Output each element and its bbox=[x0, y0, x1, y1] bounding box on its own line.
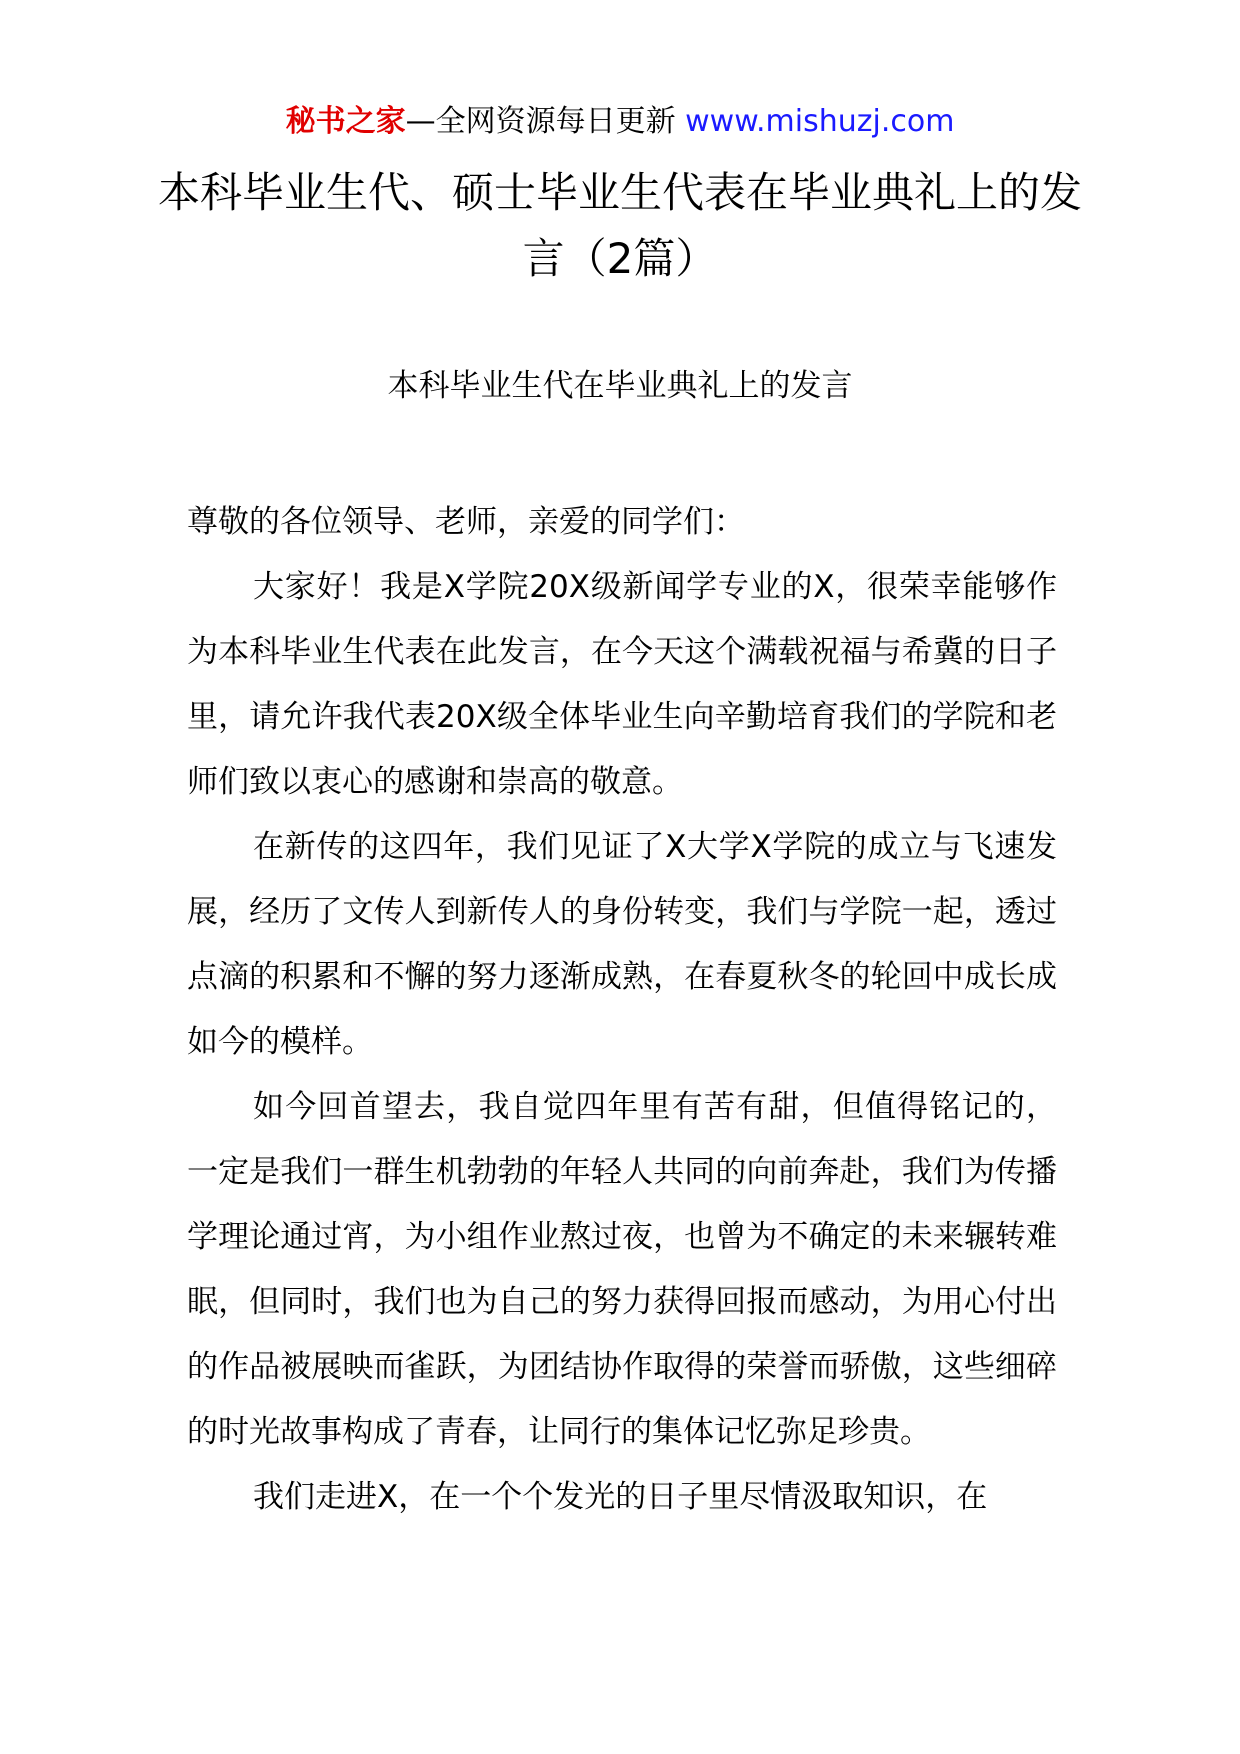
body-paragraph: 如今回首望去，我自觉四年里有苦有甜，但值得铭记的，一定是我们一群生机勃勃的年轻人共同的向前奔赴，我们为传播学理论通过宵，为小组作业熬过夜，也曾为不确定的未来辗转难眠，但同时，我们也为自己的努力获得回报而感动，为用心付出的作品被展映而雀跃，为团结协作取得的荣誉而骄傲，这些细碎的时光故事构成了青春，让同行的集体记忆弥足珍贵。 bbox=[187, 1089, 1057, 1450]
body-paragraph: 在新传的这四年，我们见证了X大学X学院的成立与飞速发展，经历了文传人到新传人的身份转变，我们与学院一起，透过点滴的积累和不懈的努力逐渐成熟，在春夏秋冬的轮回中成长成如今的模样。 bbox=[187, 829, 1057, 1060]
body-paragraph: 大家好！我是X学院20X级新闻学专业的X，很荣幸能够作为本科毕业生代表在此发言，在今天这个满载祝福与希冀的日子里，请允许我代表20X级全体毕业生向辛勤培育我们的学院和老师们致以衷心的感谢和崇高的敬意。 bbox=[187, 569, 1057, 800]
section-title: 本科毕业生代在毕业典礼上的发言 bbox=[387, 368, 853, 404]
document-body bbox=[187, 490, 1057, 1530]
body-paragraph: 我们走进X，在一个个发光的日子里尽情汲取知识，在 bbox=[253, 1479, 988, 1515]
header-tagline: —全网资源每日更新 bbox=[405, 104, 686, 139]
site-header bbox=[0, 100, 1240, 144]
brand-name: 秘书之家 bbox=[285, 104, 406, 139]
site-url-link[interactable]: www.mishuzj.com bbox=[685, 104, 955, 139]
document-title: 本科毕业生代、硕士毕业生代表在毕业典礼上的发言（2篇） bbox=[157, 168, 1082, 283]
salutation: 尊敬的各位领导、老师，亲爱的同学们： bbox=[187, 504, 745, 540]
